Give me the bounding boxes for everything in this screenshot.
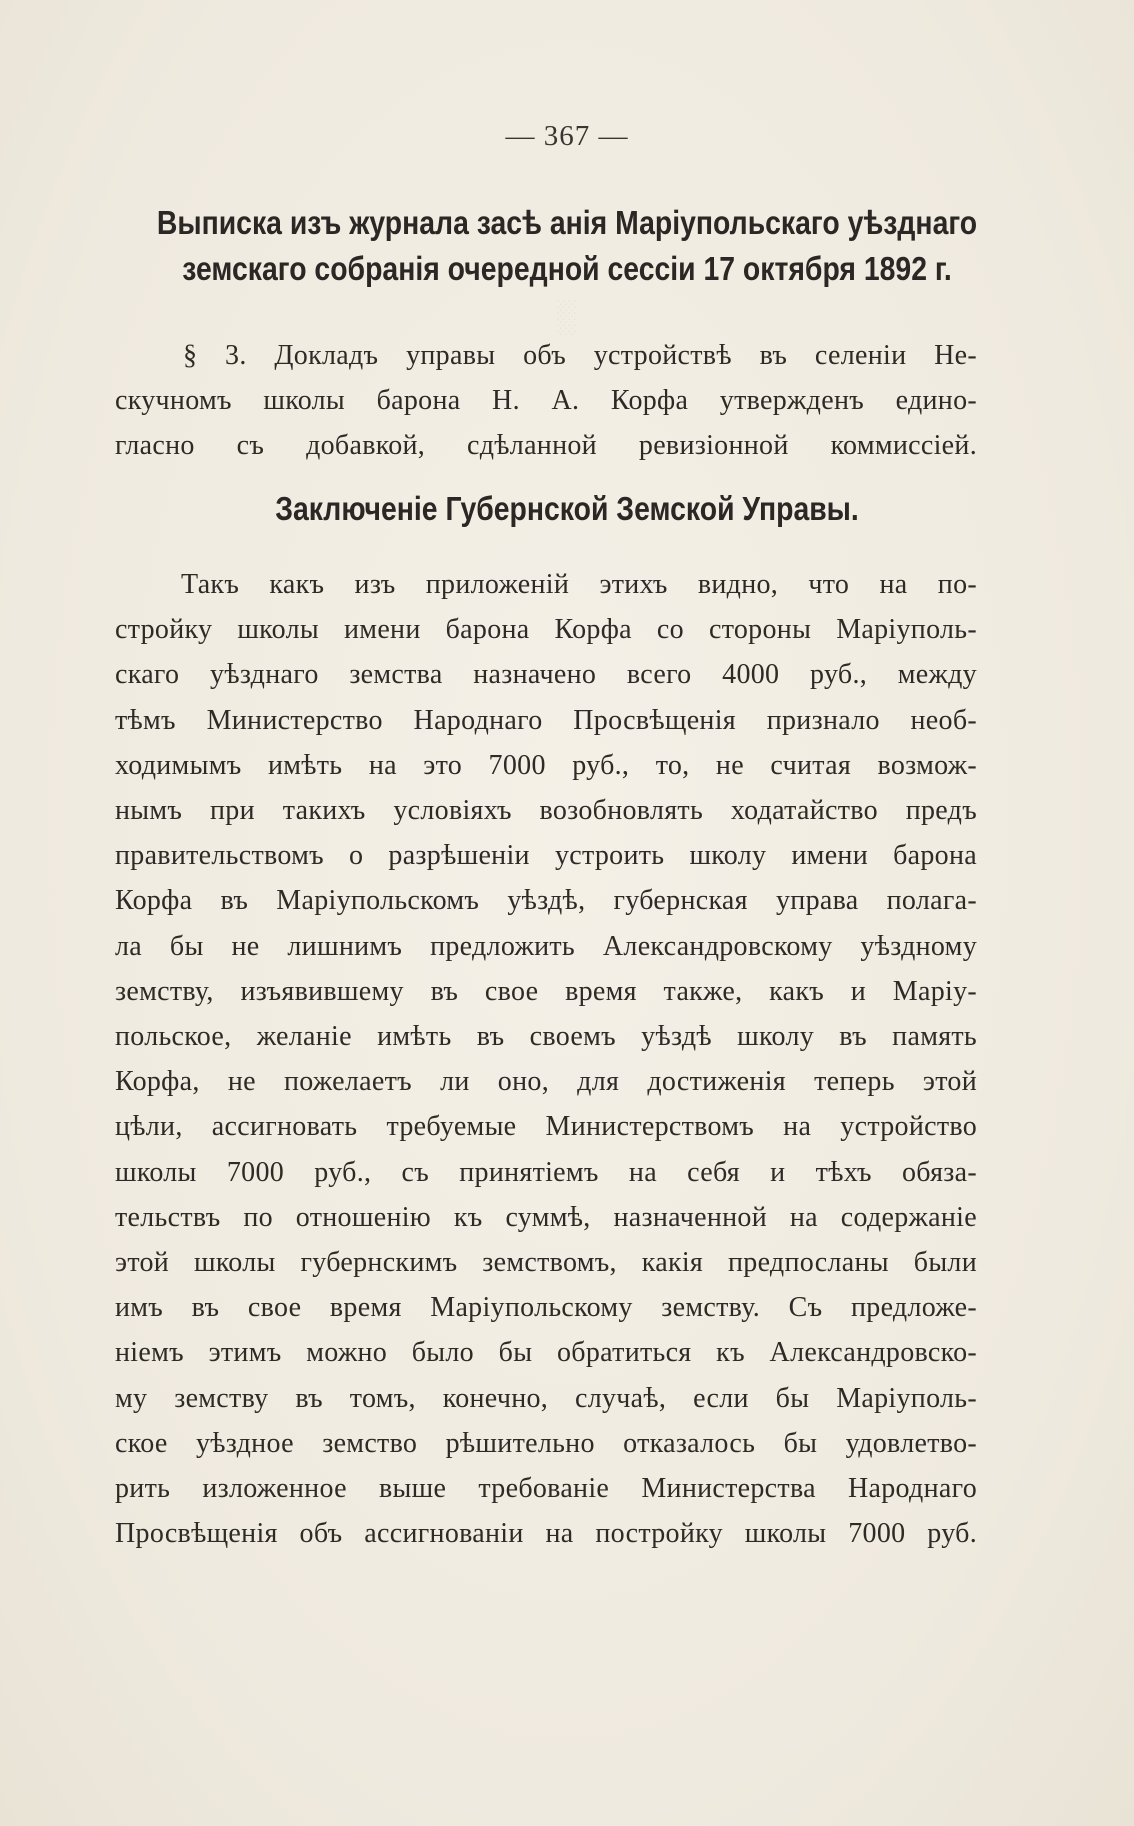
text-line: польское, желаніе имѣть въ своемъ уѣздѣ школу въ память	[115, 1021, 977, 1053]
title-line: Выписка изъ журнала засѣ анія Маріупольскаго уѣзднаго	[156, 204, 978, 241]
text-line: му земству въ томъ, конечно, случаѣ, если бы Маріуполь-	[115, 1382, 977, 1414]
section-heading: Заключеніе Губернской Земской Управы.	[275, 490, 859, 527]
page-number: — 367 —	[505, 120, 629, 152]
text-line: имъ въ свое время Маріупольскому земству. Съ предложе-	[115, 1292, 977, 1324]
document-title	[157, 200, 977, 292]
text-line: скаго уѣзднаго земства назначено всего 4000 руб., между	[115, 659, 977, 691]
text-line: § 3. Докладъ управы объ устройствѣ въ селеніи Не-	[183, 340, 977, 371]
bleed-through-shadow: ░	[557, 298, 577, 334]
paragraph-conclusion	[115, 562, 977, 1556]
text-line: тѣмъ Министерство Народнаго Просвѣщенія признало необ-	[115, 704, 977, 736]
text-line: тельствъ по отношенію къ суммѣ, назначенной на содержаніе	[115, 1201, 977, 1233]
text-line: школы 7000 руб., съ принятіемъ на себя и тѣхъ обяза-	[115, 1156, 977, 1188]
text-line: Корфа въ Маріупольскомъ уѣздѣ, губернская управа полага-	[115, 885, 977, 917]
text-line: Просвѣщенія объ ассигнованіи на постройку школы 7000 руб.	[115, 1518, 977, 1550]
text-line: Такъ какъ изъ приложеній этихъ видно, что на по-	[181, 569, 977, 600]
text-line: этой школы губернскимъ земствомъ, какія предпосланы были	[115, 1247, 977, 1279]
title-line: земскаго собранія очередной сессіи 17 октября 1892 г.	[182, 250, 952, 287]
text-line: земству, изъявившему въ свое время также, какъ и Маріу-	[115, 975, 977, 1007]
text-line: стройку школы имени барона Корфа со стороны Маріуполь-	[115, 614, 977, 646]
paragraph-section-3	[115, 333, 977, 468]
text-line: ніемъ этимъ можно было бы обратиться къ Александровско-	[115, 1337, 977, 1369]
text-line: рить изложенное выше требованіе Министерства Народнаго	[115, 1473, 977, 1505]
text-line: ское уѣздное земство рѣшительно отказалось бы удовлетво-	[115, 1427, 977, 1459]
text-line: нымъ при такихъ условіяхъ возобновлять ходатайство предъ	[115, 795, 977, 827]
text-line: ходимымъ имѣть на это 7000 руб., то, не считая возмож-	[115, 749, 977, 781]
text-line: гласно съ добавкой, сдѣланной ревизіонной коммиссіей.	[115, 430, 977, 461]
text-line: ла бы не лишнимъ предложить Александровскому уѣздному	[115, 930, 977, 962]
text-line: скучномъ школы барона Н. А. Корфа утвержденъ едино-	[115, 385, 977, 416]
text-line: Корфа, не пожелаетъ ли оно, для достиженія теперь этой	[115, 1066, 977, 1098]
text-line: правительствомъ о разрѣшеніи устроить школу имени барона	[115, 840, 977, 872]
text-line: цѣли, ассигновать требуемые Министерствомъ на устройство	[115, 1111, 977, 1143]
